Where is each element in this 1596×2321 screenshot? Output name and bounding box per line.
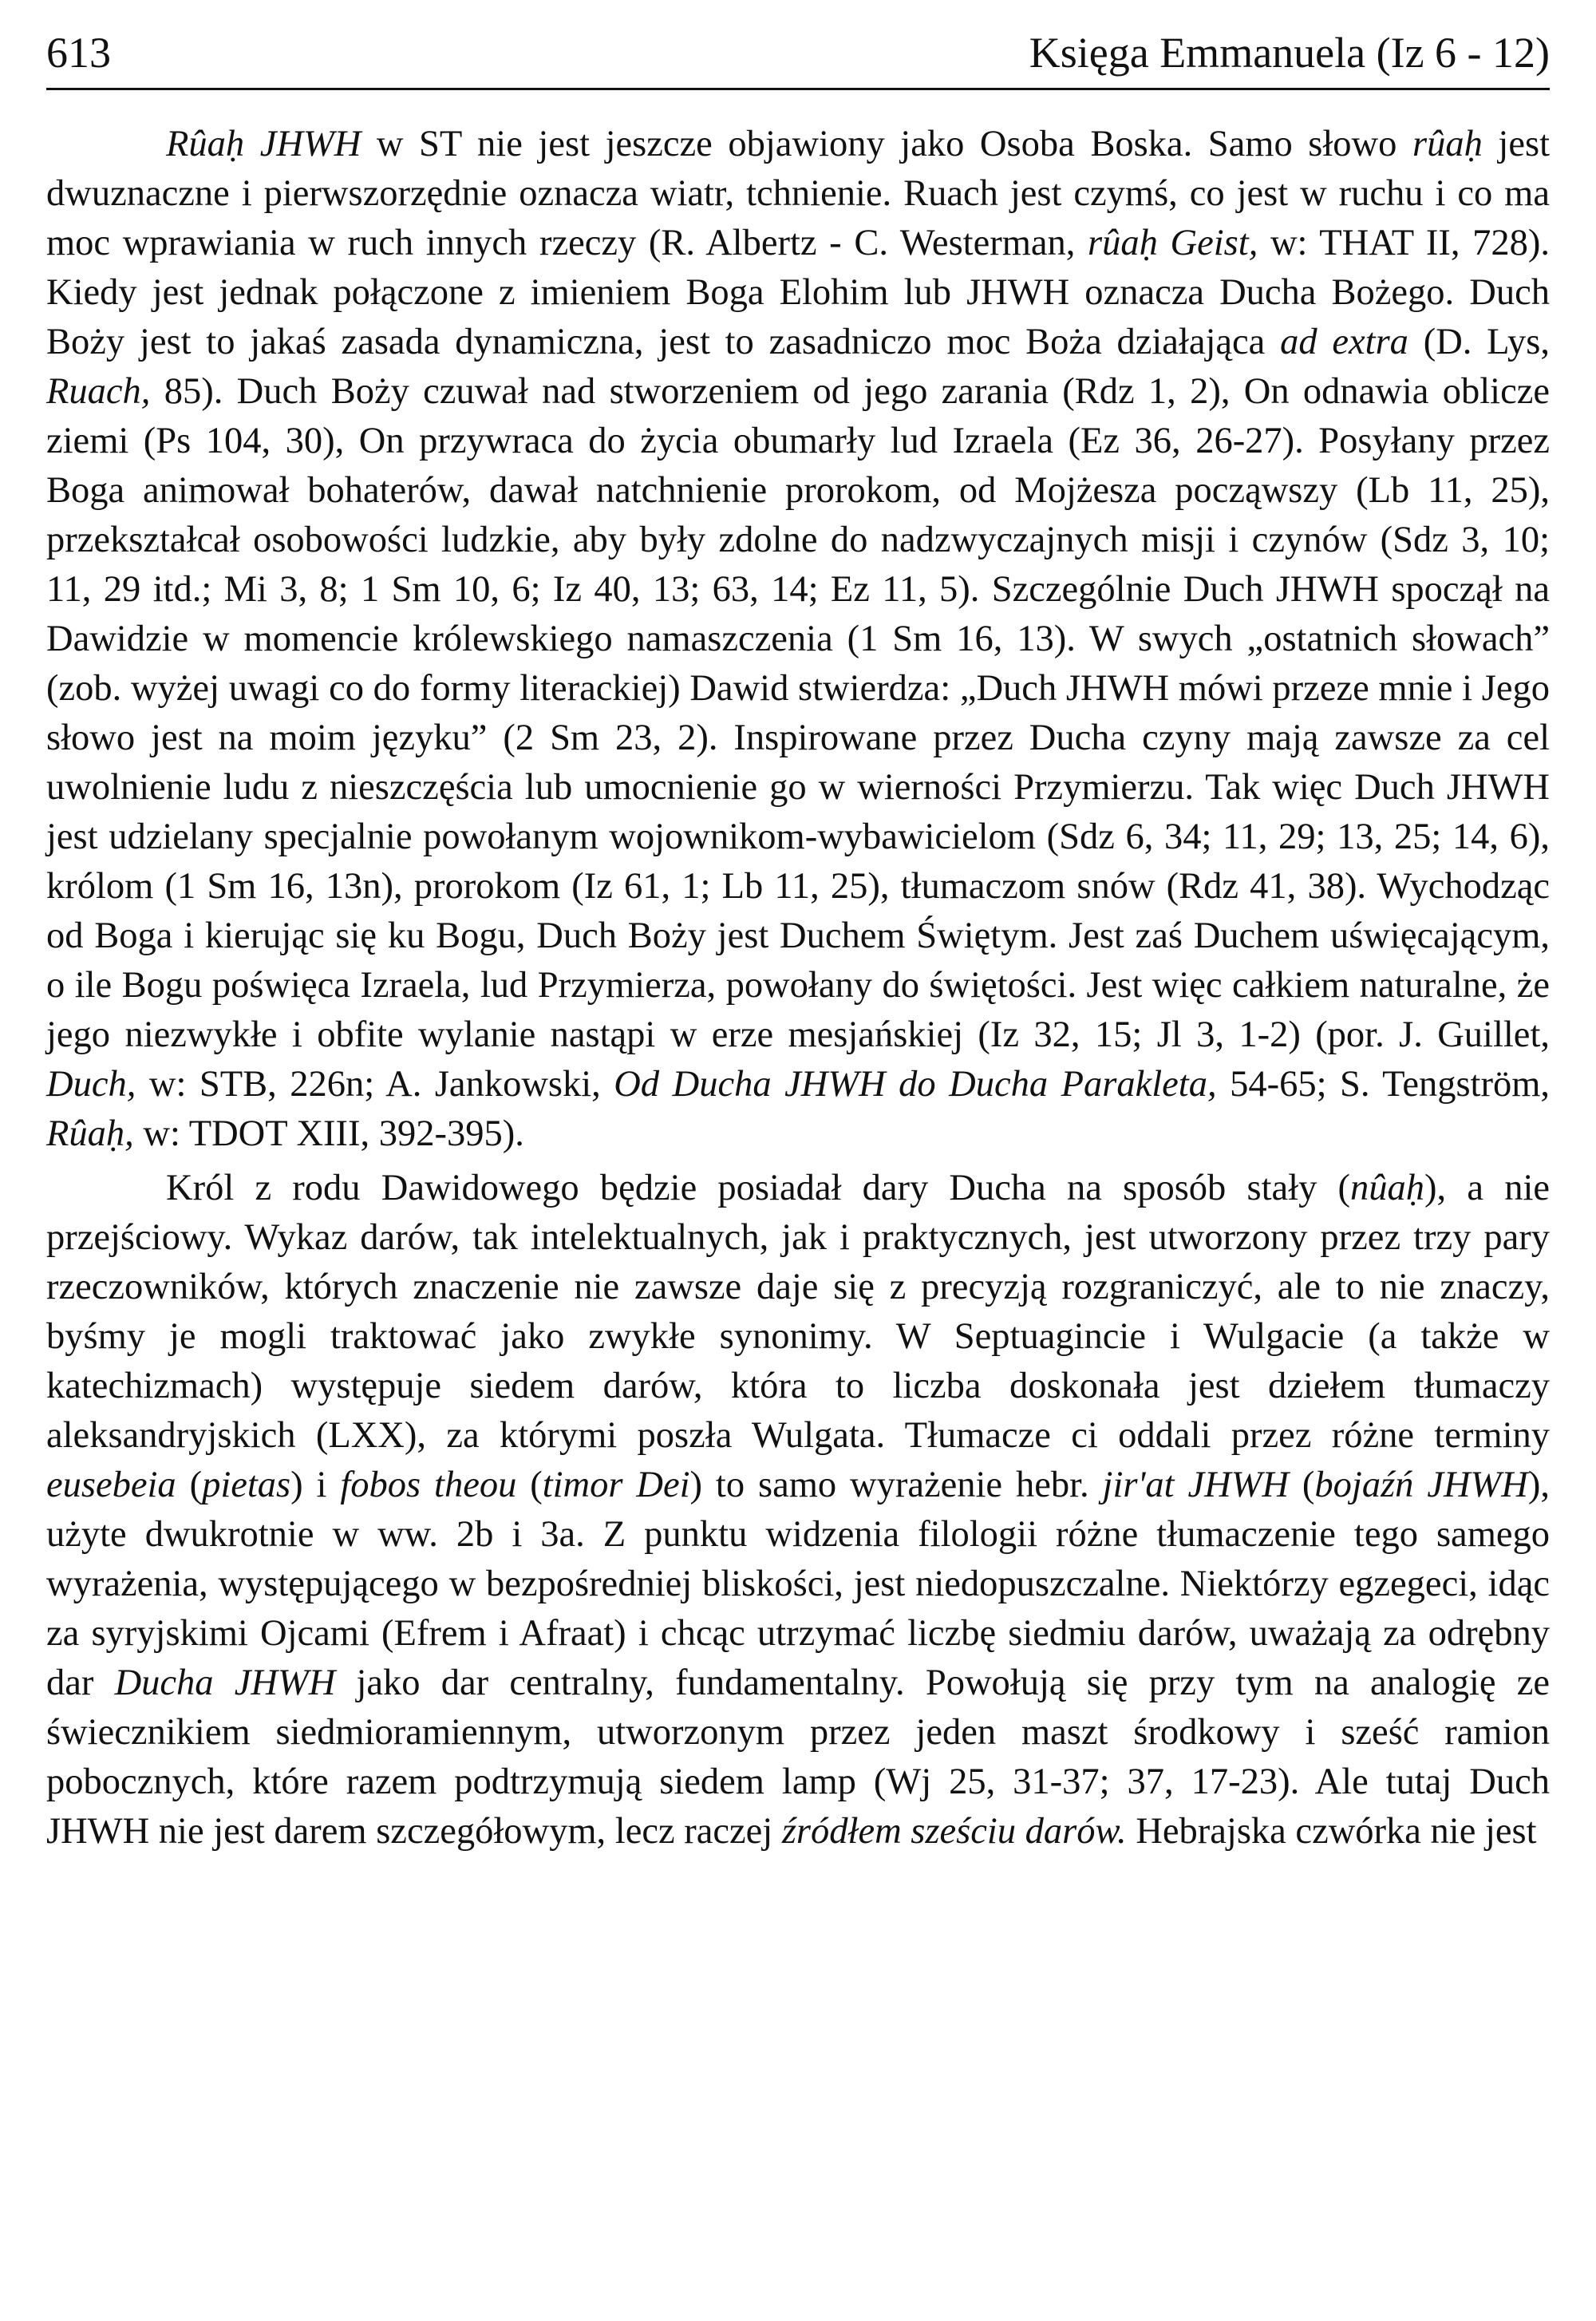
text-segment: ), użyte dwukrotnie w ww. 2b i 3a. Z punktu widzenia filologii różne tłumaczenie tego samego wyrażenia, występującego w bezpośredniej bliskości, jest niedopuszczalne. Niektórzy egzegeci, idąc za syryjskimi Ojcami (Efrem i Afraat) i chcąc utrzymać liczbę siedmiu darów, uważają za odrębny dar [46,1465,1550,1703]
italic-text-segment: rûaḥ Geist, [1088,223,1258,263]
italic-text-segment: Rûaḥ JHWH [166,124,361,164]
text-segment: jako dar centralny, fundamentalny. Powołują się przy tym na analogię ze świecznikiem siedmioramiennym, utworzonym przez jeden maszt środkowy i sześć ramion pobocznych, które razem podtrzymują siedem lamp (Wj 25, 31-37; 37, 17-23). Ale tutaj Duch JHWH nie jest darem szczegółowym, lecz raczej [46,1663,1551,1852]
italic-text-segment: nûaḥ [1350,1168,1425,1208]
italic-text-segment: pietas [202,1465,291,1505]
text-segment: w: TDOT XIII, 392-395). [133,1113,524,1154]
paragraph-gifts-of-spirit [46,1164,1550,1856]
italic-text-segment: eusebeia [46,1465,176,1505]
italic-text-segment: timor Dei [542,1465,690,1505]
text-segment: (D. Lys, [1408,322,1550,362]
italic-text-segment: Ruach, [46,371,151,412]
text-segment: ) to samo wyrażenie hebr. [689,1465,1103,1505]
italic-text-segment: rûaḥ [1412,124,1483,164]
text-segment: ( [516,1465,543,1505]
text-segment: w: STB, 226n; A. Jankowski, [136,1064,614,1105]
running-title: Księga Emmanuela (Iz 6 - 12) [1029,29,1550,77]
italic-text-segment: fobos theou [340,1465,517,1505]
body-text [46,120,1550,1856]
text-segment: ), a nie przejściowy. Wykaz darów, tak intelektualnych, jak i praktycznych, jest utworzony przez trzy pary rzeczowników, których znaczenie nie zawsze daje się z precyzją rozgraniczyć, ale to nie znaczy, byśmy je mogli traktować jako zwykłe synonimy. W Septuagincie i Wulgacie (a także w katechizmach) występuje siedem darów, która to liczba doskonała jest dziełem tłumaczy aleksandryjskich (LXX), za którymi poszła Wulgata. Tłumacze ci oddali przez różne terminy [46,1168,1551,1456]
text-segment: w ST nie jest jeszcze objawiony jako Osoba Boska. Samo słowo [361,124,1412,164]
italic-text-segment: bojaźń JHWH [1314,1465,1528,1505]
paragraph-spirit-of-jhwh [46,120,1550,1159]
text-segment: ) i [290,1465,341,1505]
text-segment: ( [1289,1465,1315,1505]
text-segment: Hebrajska czwórka nie jest [1126,1811,1537,1852]
italic-text-segment: Duch, [46,1064,136,1105]
italic-text-segment: ad extra [1280,322,1408,362]
text-segment: 54-65; S. Tengström, [1216,1064,1551,1105]
text-segment: jest dwuznaczne i pierwszorzędnie oznacza wiatr, tchnienie. Ruach jest czymś, co jest w ruchu i co ma moc wprawiania w ruch innych rzeczy (R. Albertz - C. Westerman, [46,124,1550,263]
page-number: 613 [46,29,111,77]
italic-text-segment: jir'at JHWH [1102,1465,1290,1505]
italic-text-segment: Ducha JHWH [114,1663,336,1703]
italic-text-segment: Rûaḥ, [46,1113,134,1154]
italic-text-segment: źródłem sześciu darów. [781,1811,1127,1852]
text-segment: 85). Duch Boży czuwał nad stworzeniem od jego zarania (Rdz 1, 2), On odnawia oblicze ziemi (Ps 104, 30), On przywraca do życia obumarły lud Izraela (Ez 36, 26-27). Posyłany przez Boga animował bohaterów, dawał natchnienie prorokom, od Mojżesza począwszy (Lb 11, 25), przekształcał osobowości ludzkie, aby były zdolne do nadzwyczajnych misji i czynów (Sdz 3, 10; 11, 29 itd.; Mi 3, 8; 1 Sm 10, 6; Iz 40, 13; 63, 14; Ez 11, 5). Szczególnie Duch JHWH spoczął na Dawidzie w momencie królewskiego namaszczenia (1 Sm 16, 13). W swych „ostatnich słowach” (zob. wyżej uwagi co do formy literackiej) Dawid stwierdza: „Duch JHWH mówi przeze mnie i Jego słowo jest na moim języku” (2 Sm 23, 2). Inspirowane przez Ducha czyny mają zawsze za cel uwolnienie ludu z nieszczęścia lub umocnienie go w wierności Przymierzu. Tak więc Duch JHWH jest udzielany specjalnie powołanym wojownikom-wybawicielom (Sdz 6, 34; 11, 29; 13, 25; 14, 6), królom (1 Sm 16, 13n), prorokom (Iz 61, 1; Lb 11, 25), tłumaczom snów (Rdz 41, 38). Wychodząc od Boga i kierując się ku Bogu, Duch Boży jest Duchem Świętym. Jest zaś Duchem uświęcającym, o ile Bogu poświęca Izraela, lud Przymierza, powołany do świętości. Jest więc całkiem naturalne, że jego niezwykłe i obfite wylanie nastąpi w erze mesjańskiej (Iz 32, 15; Jl 3, 1-2) (por. J. Guillet, [46,371,1550,1055]
text-segment: Król z rodu Dawidowego będzie posiadał dary Ducha na sposób stały ( [166,1168,1351,1208]
page-header [46,24,1550,90]
text-segment: w: THAT II, 728). Kiedy jest jednak połączone z imieniem Boga Elohim lub JHWH oznacza Ducha Bożego. Duch Boży jest to jakaś zasada dynamiczna, jest to zasadniczo moc Boża działająca [46,223,1551,362]
italic-text-segment: Od Ducha JHWH do Ducha Parakleta, [614,1064,1217,1105]
text-segment: ( [176,1465,203,1505]
